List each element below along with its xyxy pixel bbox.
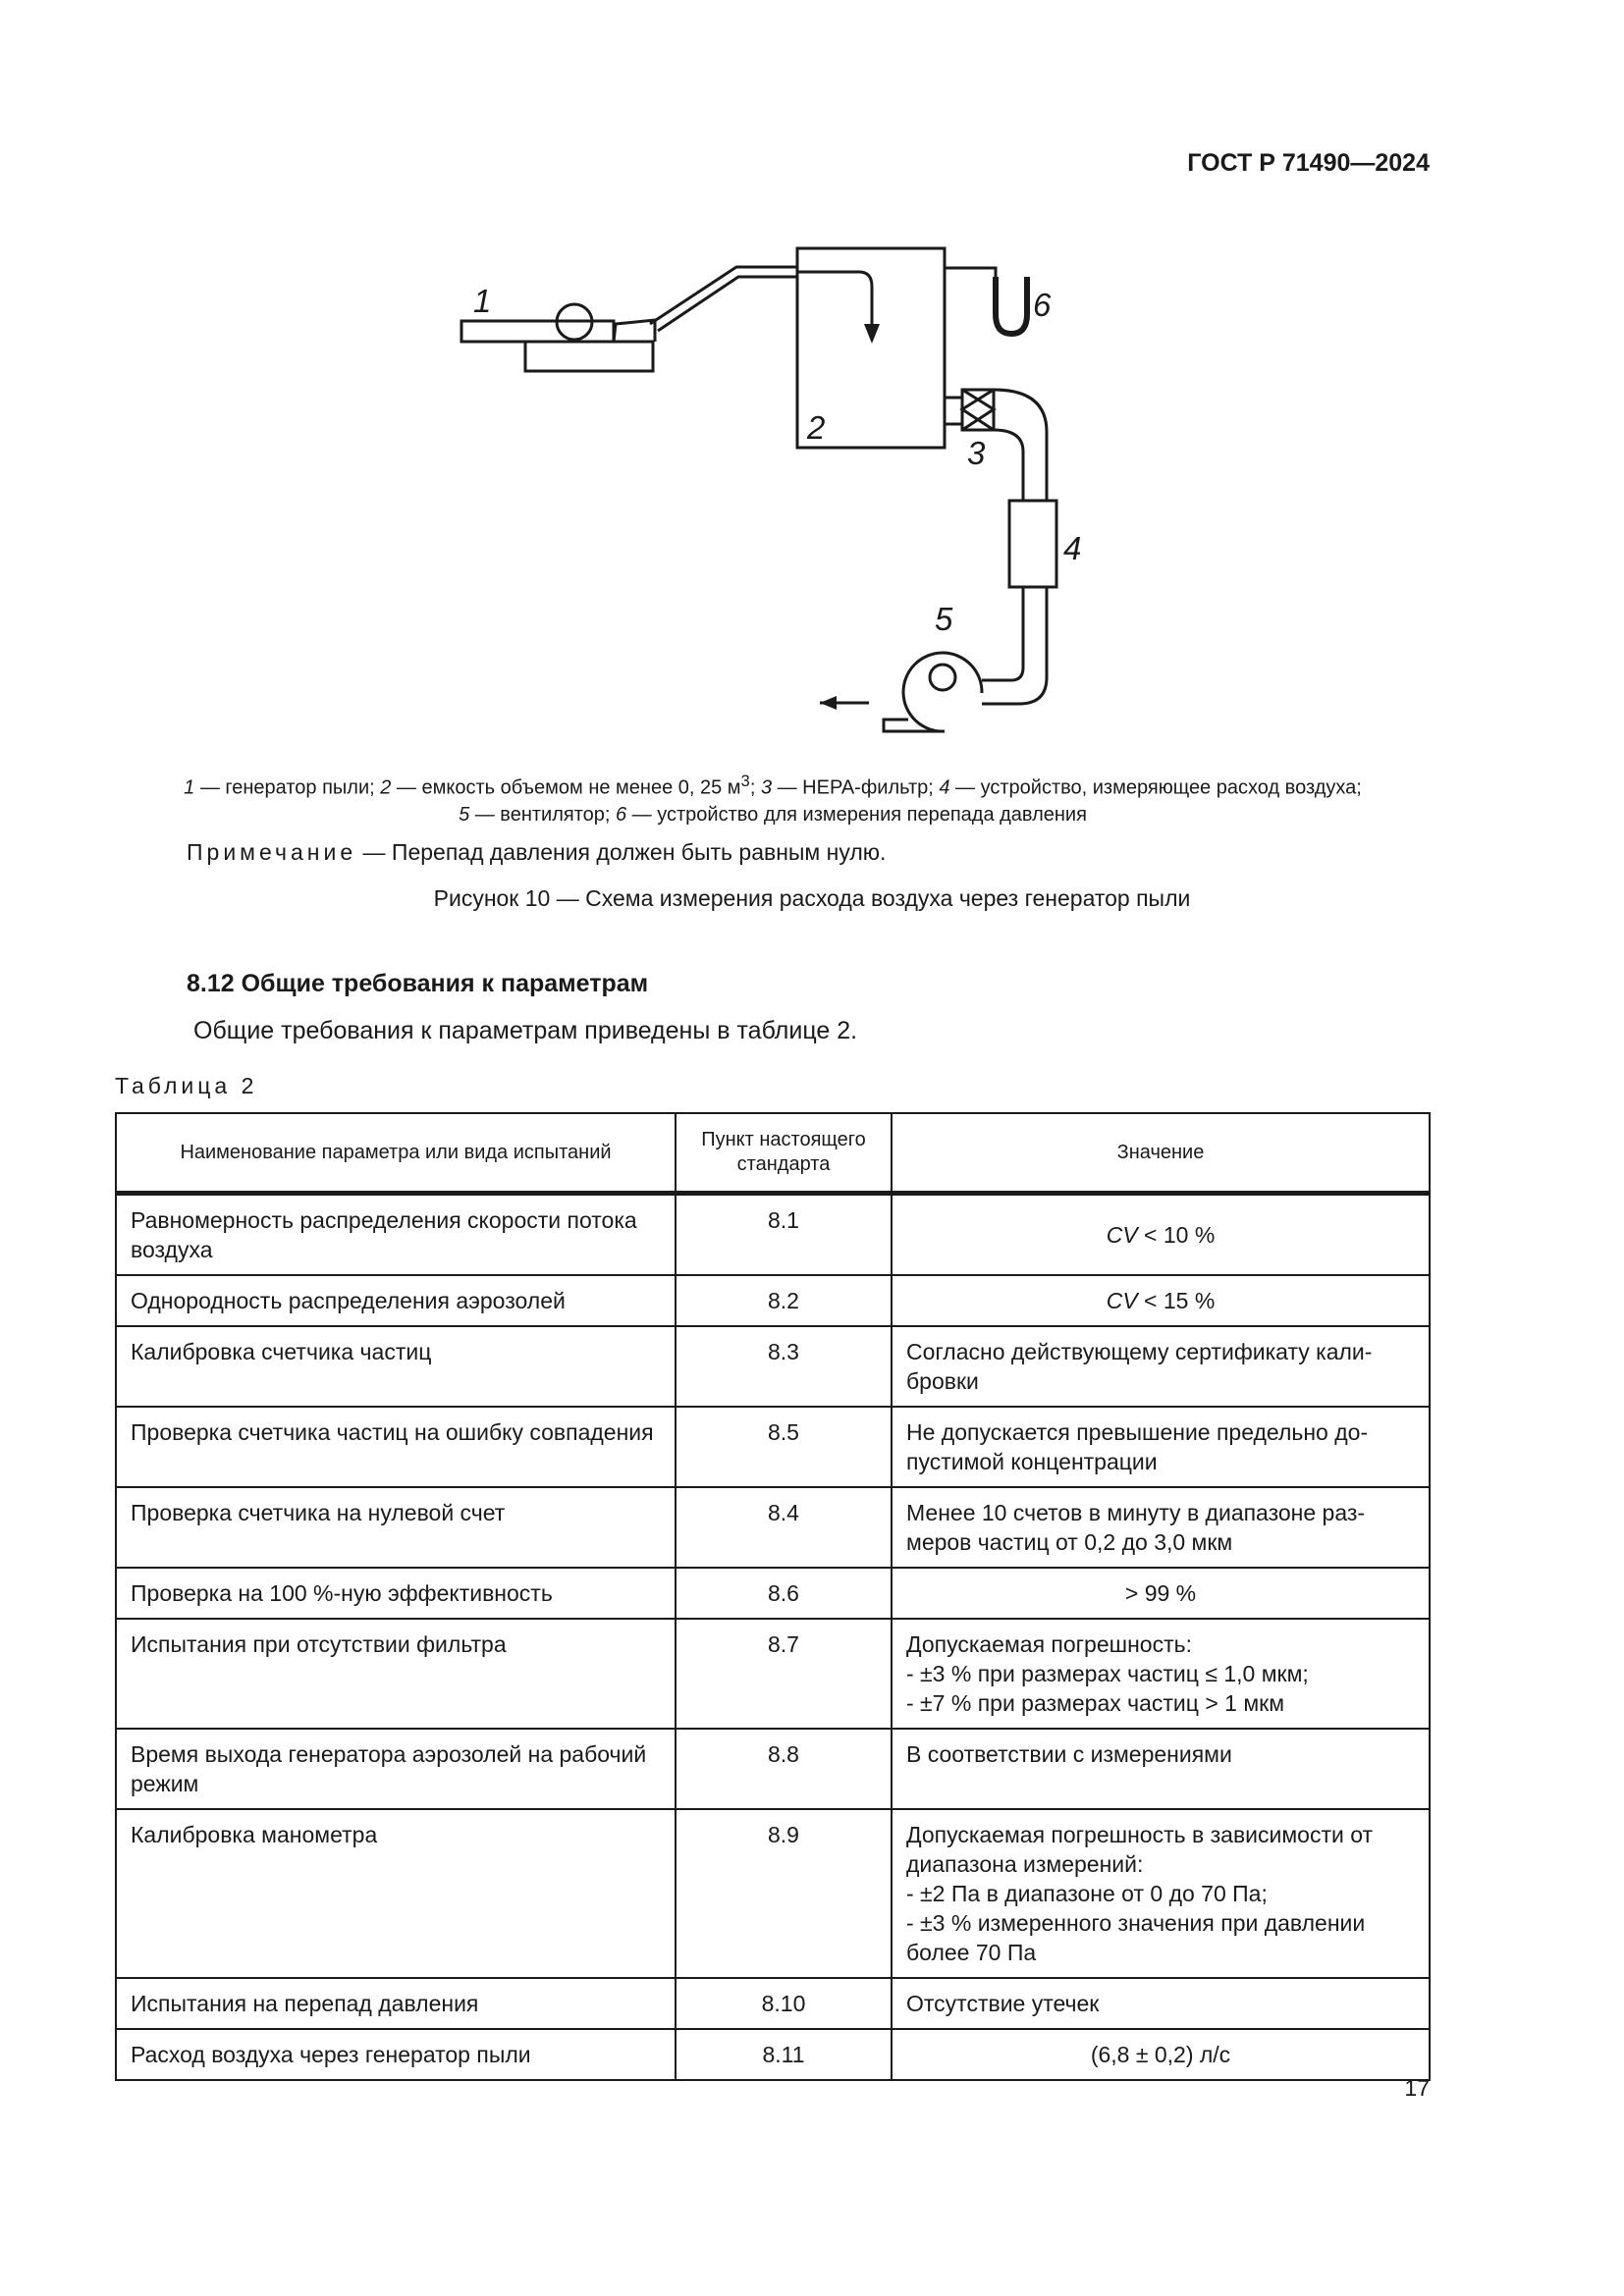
- row-parameter-name: Проверка счетчика частиц на ошибку совпадения: [116, 1407, 676, 1487]
- row-value-line: Не допускается превышение предельно до-: [906, 1419, 1369, 1445]
- row-parameter-name: Проверка счетчика на нулевой счет: [116, 1487, 676, 1568]
- table-row: [116, 1487, 1430, 1568]
- flow-arrow-inside: [797, 272, 872, 334]
- figure-legend-line-2: 5 — вентилятор; 6 — устройство для измерения перепада давления: [459, 803, 1087, 826]
- figure-legend-line-1: 1 — генератор пыли; 2 — емкость объемом не менее 0, 25 $м^3$; 3 — HEPA-фильтр; 4 — устройство, измеряющее расход воздуха;: [184, 772, 1362, 799]
- table-row: [116, 1568, 1430, 1619]
- figure-note: [187, 839, 886, 866]
- hepa-filter: [962, 390, 994, 430]
- figure-title: Рисунок 10 — Схема измерения расхода воздуха через генератор пыли: [433, 885, 1191, 911]
- measurement-scheme-diagram: [432, 236, 1082, 736]
- row-value-line: - ±3 % измеренного значения при давлении: [906, 1910, 1366, 1936]
- table-row: [116, 1407, 1430, 1487]
- row-parameter-name: Испытания при отсутствии фильтра: [116, 1619, 676, 1729]
- row-clause: 8.10: [676, 1978, 892, 2029]
- row-clause: 8.6: [676, 1568, 892, 1619]
- row-clause: 8.1: [676, 1194, 892, 1276]
- duct-outer: [994, 390, 1047, 501]
- row-clause: 8.11: [676, 2029, 892, 2080]
- row-value-line: CV < 10 %: [1106, 1222, 1216, 1248]
- table-row: [116, 1326, 1430, 1407]
- row-clause: 8.5: [676, 1407, 892, 1487]
- note-label: Примечание: [187, 839, 357, 865]
- table-row: [116, 1194, 1430, 1276]
- manometer-line: [945, 268, 996, 299]
- header-value: Значение: [892, 1113, 1430, 1194]
- row-value: [892, 1275, 1430, 1326]
- row-value: [892, 1729, 1430, 1809]
- table-row: [116, 1809, 1430, 1978]
- row-parameter-name: Проверка на 100 %-ную эффективность: [116, 1568, 676, 1619]
- row-parameter-name: Однородность распределения аэрозолей: [116, 1275, 676, 1326]
- row-value-line: - ±3 % при размерах частиц ≤ 1,0 мкм;: [906, 1661, 1309, 1686]
- row-value: [892, 1568, 1430, 1619]
- row-value-line: Допускаемая погрешность в зависимости от: [906, 1822, 1374, 1847]
- row-value-line: > 99 %: [1124, 1580, 1197, 1606]
- row-clause: 8.7: [676, 1619, 892, 1729]
- row-parameter-name: Расход воздуха через генератор пыли: [116, 2029, 676, 2080]
- dust-generator-base: [525, 342, 653, 371]
- section-heading: 8.12 Общие требования к параметрам: [187, 970, 649, 997]
- row-value-line: бровки: [906, 1368, 979, 1394]
- label-1: 1: [473, 283, 492, 319]
- label-5: 5: [935, 601, 953, 637]
- duct-inner: [994, 430, 1023, 501]
- parameters-table: [115, 1112, 1431, 2081]
- dust-generator-feeder: [614, 320, 655, 342]
- table-row: [116, 1619, 1430, 1729]
- header-parameter: Наименование параметра или вида испытаний: [116, 1113, 676, 1194]
- row-value-line: CV < 15 %: [1106, 1288, 1216, 1313]
- table-label: Таблица 2: [115, 1073, 258, 1098]
- label-6: 6: [1033, 287, 1052, 323]
- row-clause: 8.8: [676, 1729, 892, 1809]
- row-parameter-name: Калибровка счетчика частиц: [116, 1326, 676, 1407]
- row-value: [892, 1809, 1430, 1978]
- row-value-line: - ±2 Па в диапазоне от 0 до 70 Па;: [906, 1881, 1268, 1906]
- row-value-line: (6,8 ± 0,2) л/с: [1090, 2042, 1231, 2067]
- row-parameter-name: Равномерность распределения скорости потока воздуха: [116, 1194, 676, 1276]
- row-parameter-name: Калибровка манометра: [116, 1809, 676, 1978]
- fan-housing: [884, 653, 982, 731]
- row-clause: 8.2: [676, 1275, 892, 1326]
- filter-connector: [945, 398, 962, 424]
- flow-arrow-head: [864, 324, 880, 344]
- table-body: [116, 1194, 1430, 2081]
- row-value-line: В соответствии с измерениями: [906, 1741, 1232, 1767]
- row-value: [892, 1326, 1430, 1407]
- fan-hub: [930, 665, 955, 690]
- table-row: [116, 1275, 1430, 1326]
- table-row: [116, 2029, 1430, 2080]
- row-clause: 8.9: [676, 1809, 892, 1978]
- row-value: [892, 1194, 1430, 1276]
- row-clause: 8.3: [676, 1326, 892, 1407]
- row-value-line: Согласно действующему сертификату кали-: [906, 1339, 1373, 1364]
- airflow-meter: [1009, 501, 1056, 587]
- row-value-line: более 70 Па: [906, 1940, 1037, 1965]
- u-tube-manometer: [996, 277, 1027, 334]
- table-row: [116, 1978, 1430, 2029]
- table-header-row: [116, 1113, 1430, 1194]
- row-clause: 8.4: [676, 1487, 892, 1568]
- row-value-line: диапазона измерений:: [906, 1851, 1144, 1877]
- row-parameter-name: Время выхода генератора аэрозолей на рабочий режим: [116, 1729, 676, 1809]
- row-value: [892, 1978, 1430, 2029]
- row-value: [892, 2029, 1430, 2080]
- label-2: 2: [807, 409, 826, 446]
- row-value-line: Отсутствие утечек: [906, 1991, 1100, 2016]
- row-value: [892, 1407, 1430, 1487]
- header-clause: Пункт настоящего стандарта: [676, 1113, 892, 1194]
- row-value-line: Менее 10 счетов в минуту в диапазоне раз-: [906, 1500, 1366, 1525]
- label-3: 3: [967, 435, 986, 471]
- row-value: [892, 1487, 1430, 1568]
- section-text: Общие требования к параметрам приведены в таблице 2.: [193, 1017, 858, 1044]
- label-4: 4: [1063, 530, 1082, 566]
- row-parameter-name: Испытания на перепад давления: [116, 1978, 676, 2029]
- table-row: [116, 1729, 1430, 1809]
- row-value-line: меров частиц от 0,2 до 3,0 мкм: [906, 1529, 1233, 1555]
- page-number: 17: [1404, 2075, 1430, 2101]
- row-value: [892, 1619, 1430, 1729]
- row-value-line: пустимой концентрации: [906, 1449, 1158, 1474]
- note-text: — Перепад давления должен быть равным нулю.: [356, 839, 887, 865]
- document-id: ГОСТ Р 71490—2024: [1187, 149, 1430, 177]
- row-value-line: - ±7 % при размерах частиц > 1 мкм: [906, 1690, 1285, 1716]
- row-value-line: Допускаемая погрешность:: [906, 1631, 1192, 1657]
- exhaust-arrow: [820, 696, 869, 710]
- figure-legend: [115, 768, 1431, 828]
